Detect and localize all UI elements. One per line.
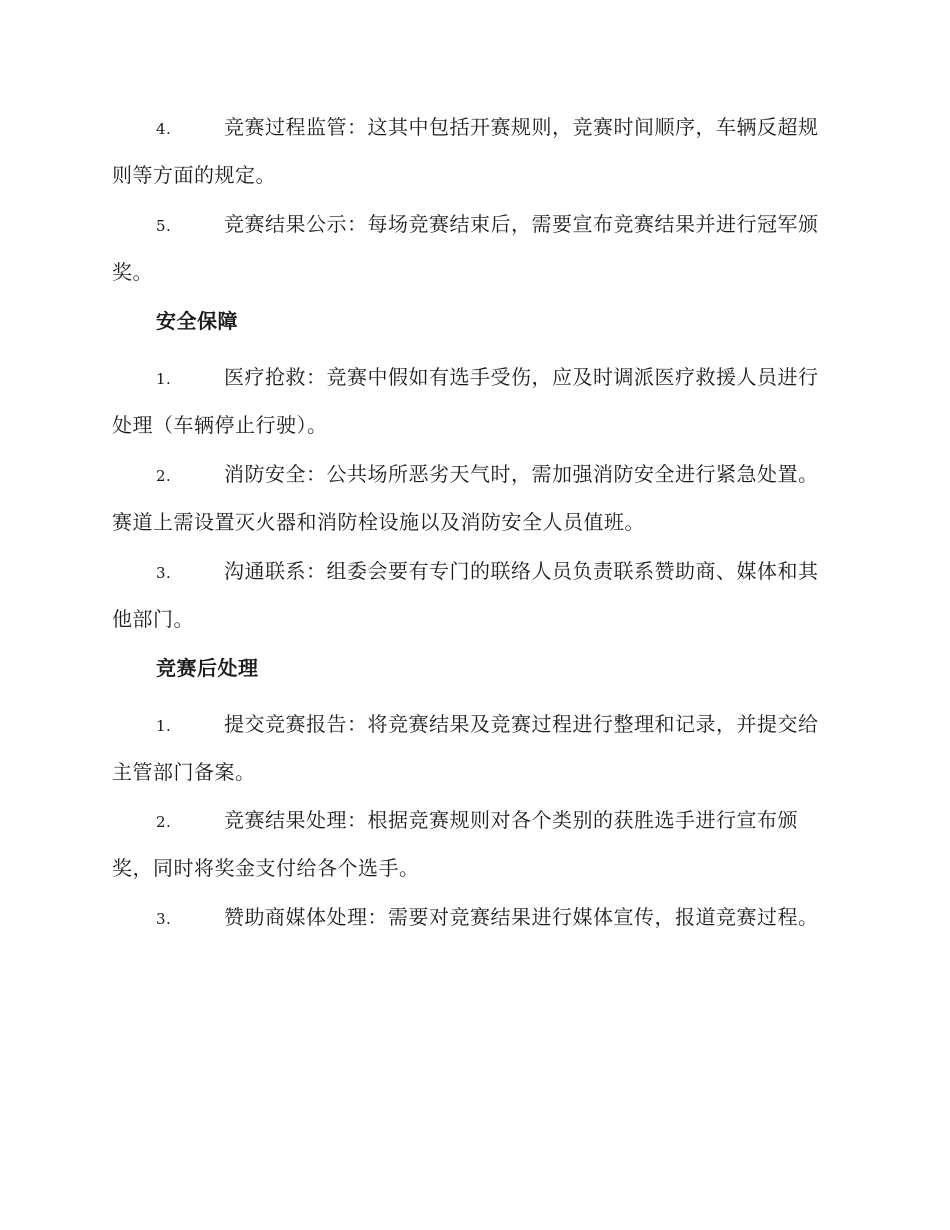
list-item-text: 医疗抢救：竞赛中假如有选手受伤，应及时调派医疗救援人员进行处理（车辆停止行驶）。 (112, 365, 819, 437)
list-item (112, 104, 834, 198)
list-item (112, 354, 834, 448)
list-item (112, 894, 834, 942)
list-item-number: 4. (156, 120, 172, 138)
list-item-text: 赞助商媒体处理：需要对竞赛结果进行媒体宣传，报道竞赛过程。 (224, 905, 819, 929)
list-item-text: 消防安全：公共场所恶劣天气时，需加强消防安全进行紧急处置。赛道上需设置灭火器和消防栓设施以及消防安全人员值班。 (112, 462, 819, 534)
list-item (112, 201, 834, 295)
list-item-text: 竞赛结果处理：根据竞赛规则对各个类别的获胜选手进行宣布颁奖，同时将奖金支付给各个选手。 (112, 808, 798, 880)
list-item (112, 548, 834, 642)
list-item-number: 1. (156, 370, 172, 388)
section-heading-post-race: 竞赛后处理 (156, 656, 259, 680)
list-item-number: 2. (156, 813, 172, 831)
list-item (112, 701, 834, 795)
list-item-text: 提交竞赛报告：将竞赛结果及竞赛过程进行整理和记录，并提交给主管部门备案。 (112, 712, 819, 784)
list-item-number: 3. (156, 564, 172, 582)
list-item-text: 竞赛过程监管：这其中包括开赛规则，竞赛时间顺序，车辆反超规则等方面的规定。 (112, 115, 819, 187)
list-item-number: 2. (156, 467, 172, 485)
list-item-number: 1. (156, 717, 172, 735)
list-item-number: 3. (156, 910, 172, 928)
list-item-text: 沟通联系：组委会要有专门的联络人员负责联系赞助商、媒体和其他部门。 (112, 559, 819, 631)
list-item (112, 451, 834, 545)
list-item (112, 797, 834, 891)
list-item-number: 5. (156, 217, 172, 235)
list-item-text: 竞赛结果公示：每场竞赛结束后，需要宣布竞赛结果并进行冠军颁奖。 (112, 212, 819, 284)
section-heading-safety: 安全保障 (156, 309, 238, 333)
